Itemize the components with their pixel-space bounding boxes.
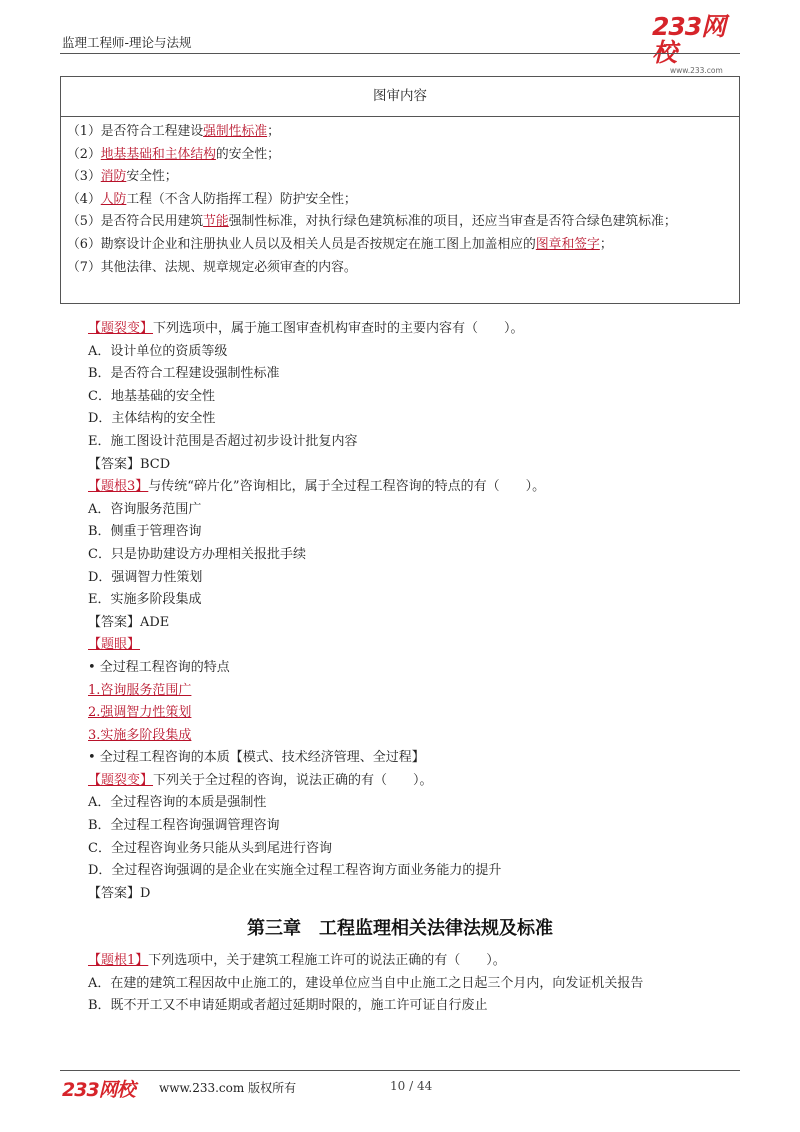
logo-text: 233网校 [652,12,726,67]
option: C．全过程咨询业务只能从头到尾进行咨询 [88,840,332,856]
option: D．强调智力性策划 [88,569,203,585]
option: D．全过程咨询强调的是企业在实施全过程工程咨询方面业务能力的提升 [88,863,502,879]
footer-divider [60,1070,740,1071]
table-row: （3）消防安全性； [67,169,178,185]
question-tag[interactable]: 【题裂变】 [88,772,154,788]
question-stem: 【题根1】下列选项中，关于建筑工程施工许可的说法正确的有（ ）。 [88,953,506,968]
key-point: 3.实施多阶段集成 [88,727,192,743]
key-point: 1.咨询服务范围广 [88,682,192,698]
table-row: （6）勘察设计企业和注册执业人员以及相关人员是否按规定在施工图上加盖相应的图章和签字； [67,236,613,252]
option: A．设计单位的资质等级 [88,343,228,359]
bullet-point: • 全过程工程咨询的本质【模式、技术经济管理、全过程】 [88,750,425,766]
footer-copyright: www.233.com 版权所有 [159,1081,297,1095]
brand-logo[interactable] [652,12,748,75]
table-row: （7）其他法律、法规、规章规定必须审查的内容。 [67,259,357,275]
key-point-tag: 【题眼】 [88,637,141,653]
question-stem: 【题裂变】下列选项中，属于施工图审查机构审查时的主要内容有（ ）。 [88,321,524,336]
table-body [61,117,739,279]
option: D．主体结构的安全性 [88,411,216,427]
page-number: 10 / 44 [390,1079,433,1093]
option: B．侧重于管理咨询 [88,524,202,540]
option: A．全过程咨询的本质是强制性 [88,795,267,811]
option: E．实施多阶段集成 [88,592,202,608]
option: B．全过程工程咨询强调管理咨询 [88,818,280,834]
document-header-title: 监理工程师-理论与法规 [62,35,192,50]
logo-url: www.233.com [670,66,723,75]
question-tag[interactable]: 【题根3】 [88,479,149,495]
footer-logo[interactable]: 233网校 [62,1079,135,1101]
chapter-title: 第三章 工程监理相关法律法规及标准 [247,918,553,939]
answer: 【答案】ADE [88,614,170,630]
question-section [88,950,748,1018]
option: B．既不开工又不申请延期或者超过延期时限的，施工许可证自行废止 [88,998,488,1014]
option: B．是否符合工程建设强制性标准 [88,366,280,382]
answer: 【答案】BCD [88,456,171,472]
question-tag[interactable]: 【题裂变】 [88,321,154,336]
table-row: （2）地基基础和主体结构的安全性； [67,146,280,162]
bullet-point: • 全过程工程咨询的特点 [88,659,230,675]
question-tag[interactable]: 【题根1】 [88,953,149,968]
table-row: （1）是否符合工程建设强制性标准； [67,124,280,139]
option: C．地基基础的安全性 [88,388,215,404]
table-heading: 图审内容 [61,77,739,117]
question-stem: 【题根3】与传统“碎片化”咨询相比，属于全过程工程咨询的特点的有（ ）。 [88,479,546,495]
question-section [88,318,748,905]
key-point: 2.强调智力性策划 [88,705,192,721]
option: E．施工图设计范围是否超过初步设计批复内容 [88,433,358,449]
review-content-table [60,76,740,304]
option: A．在建的建筑工程因故中止施工的，建设单位应当自中止施工之日起三个月内，向发证机关报告 [88,975,644,991]
question-stem: 【题裂变】下列关于全过程的咨询，说法正确的有（ ）。 [88,772,433,788]
table-row: （5）是否符合民用建筑节能强制性标准，对执行绿色建筑标准的项目，还应当审查是否符合绿色建筑标准； [67,214,677,230]
header-divider [60,53,740,54]
option: A．咨询服务范围广 [88,501,202,517]
answer: 【答案】D [88,885,151,901]
option: C．只是协助建设方办理相关报批手续 [88,546,306,562]
table-row: （4）人防工程（不含人防指挥工程）防护安全性； [67,191,357,207]
